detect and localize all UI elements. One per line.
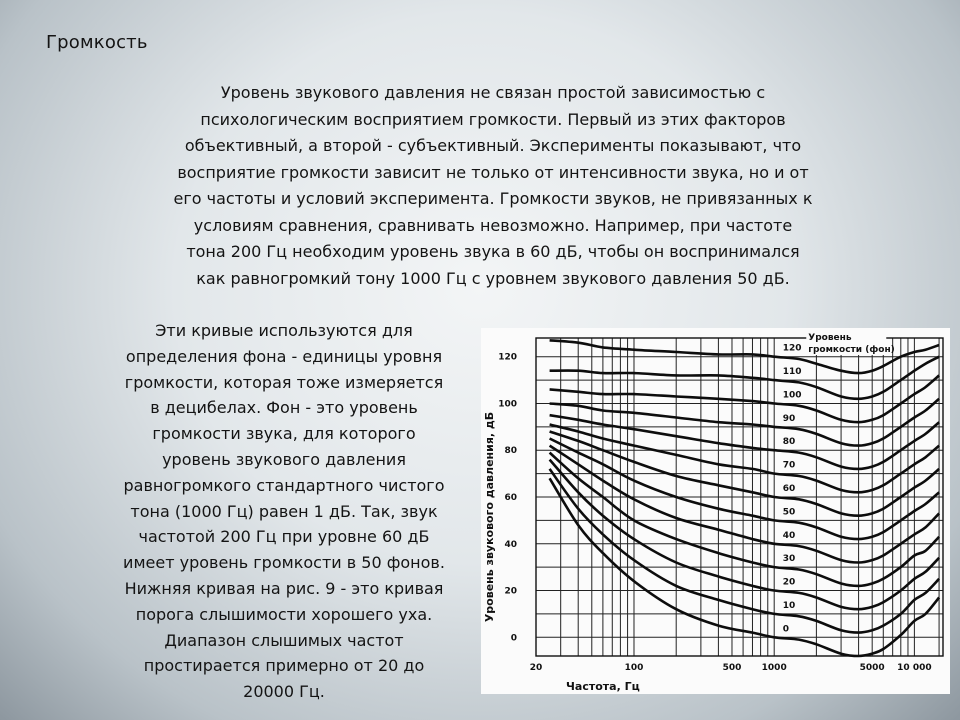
loudness-curve-70 [550,425,940,493]
intro-line: условиям сравнения, сравнивать невозможно. Например, при частоте [193,215,793,235]
loudness-curve-50 [550,439,940,540]
curve-label: 80 [782,437,796,448]
x-tick-label: 500 [722,663,742,673]
side-line: тона (1000 Гц) равен 1 дБ. Так, звук [130,501,438,521]
side-line: порога слышимости хорошего уха. [135,604,433,624]
loudness-curve-110 [550,357,940,399]
side-line: уровень звукового давления [162,449,406,469]
side-line: равногромкого стандартного чистого [123,475,445,495]
side-line: в децибелах. Фон - это уровень [150,398,418,418]
intro-line: его частоты и условий эксперимента. Громкости звуков, не привязанных к [173,189,813,208]
y-tick-label: 60 [504,493,517,503]
intro-line: как равногромкий тону 1000 Гц с уровнем звукового давления 50 дБ. [196,268,790,288]
intro-line: восприятие громкости зависит не только от интенсивности звука, но и от [177,162,809,182]
curve-label: 50 [782,507,796,518]
intro-line: психологическим восприятием громкости. Первый из этих факторов [200,109,786,129]
side-line: Диапазон слышимых частот [164,630,404,650]
y-tick-label: 120 [498,352,517,363]
curve-label: 0 [782,624,789,635]
y-tick-label: 20 [504,586,517,597]
chart-svg [481,328,950,694]
x-tick-label: 10 000 [897,663,932,673]
x-axis-title: Частота, Гц [566,680,640,693]
curve-label: 110 [782,367,802,378]
legend-title-line2: громкости (фон) [808,345,895,355]
intro-line: тона 200 Гц необходим уровень звука в 60 дБ, чтобы он воспринимался [186,242,800,261]
curve-label: 100 [782,390,802,401]
curve-label: 60 [782,484,796,494]
y-tick-label: 100 [498,399,517,410]
intro-line: Уровень звукового давления не связан простой зависимостью с [220,83,766,102]
curve-label: 30 [782,554,796,565]
curve-label: 10 [782,600,796,611]
curve-label: 20 [782,577,796,588]
curve-label: 90 [782,413,796,424]
legend-title-line1: Уровень [808,333,852,343]
side-line: частотой 200 Гц при уровне 60 дБ [138,527,430,547]
equal-loudness-chart [481,328,950,694]
y-tick-label: 0 [510,633,517,644]
slide-title: Громкость [46,32,148,53]
x-tick-label: 20 [529,663,543,673]
side-paragraph [92,318,476,705]
x-tick-label: 5000 [859,663,885,673]
side-line: определения фона - единицы уровня [125,346,443,366]
x-tick-label: 1000 [761,663,787,673]
y-axis-title: Уровень звукового давления, дБ [483,411,496,623]
curve-label: 40 [782,530,796,541]
side-line: громкости, которая тоже измеряется [124,372,444,392]
loudness-curve-10 [550,469,940,633]
loudness-curve-100 [550,375,940,422]
y-tick-label: 40 [504,539,517,550]
x-tick-label: 100 [624,663,644,673]
y-tick-label: 80 [504,446,517,457]
side-line: громкости звука, для которого [152,424,416,444]
side-line: Нижняя кривая на рис. 9 - это кривая [124,578,444,598]
curve-label: 70 [782,460,796,471]
side-line: 20000 Гц. [243,682,325,702]
side-line: Эти кривые используются для [155,321,413,340]
intro-paragraph [108,80,878,292]
side-line: простирается примерно от 20 до [143,656,425,676]
side-line: имеет уровень громкости в 50 фонов. [123,553,445,573]
curve-label: 120 [782,343,802,354]
intro-line: объективный, а второй - субъективный. Эксперименты показывают, что [184,136,802,155]
